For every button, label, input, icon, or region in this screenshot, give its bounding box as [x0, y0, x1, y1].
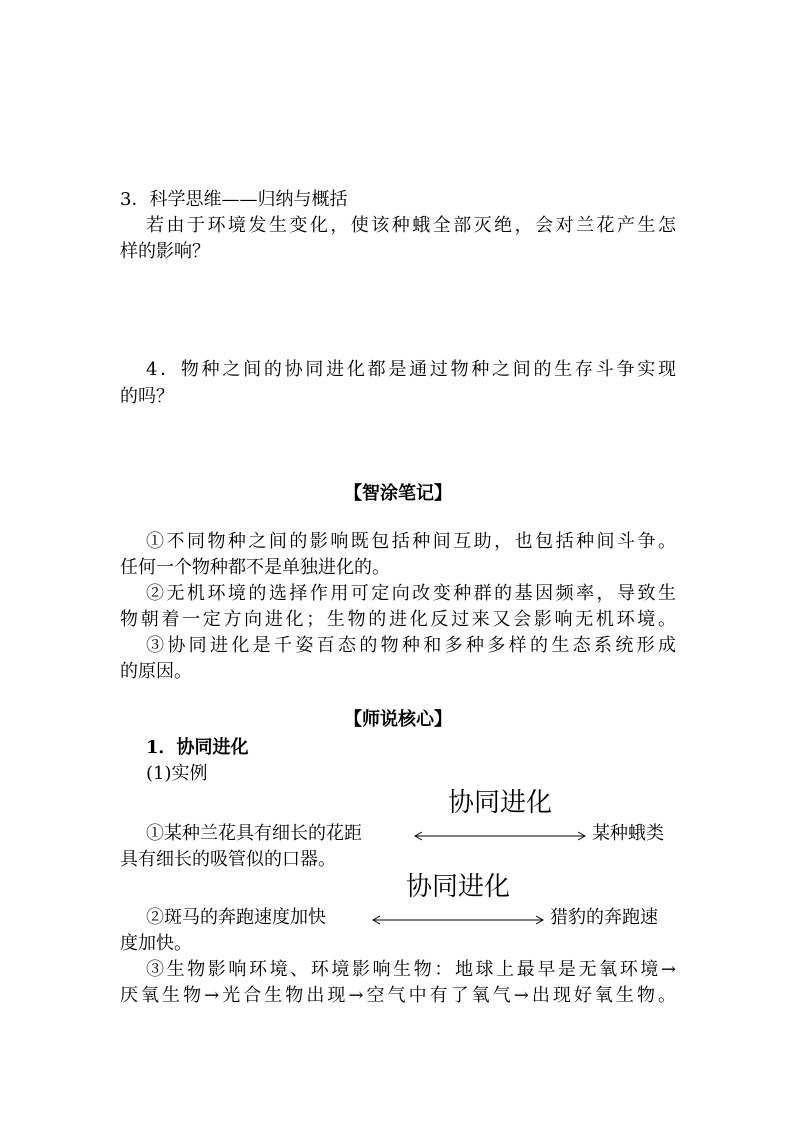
- ex3-line1: ③生物影响环境、环境影响生物：地球上最早是无氧环境→: [146, 959, 676, 980]
- ex2-line2: 度加快。: [120, 933, 192, 954]
- arrow-coevolution-2: [370, 872, 546, 932]
- ex1-left: ①某种兰花具有细长的花距: [146, 823, 362, 844]
- notes-p1-line2: 任何一个物种都不是单独进化的。: [120, 557, 390, 578]
- notes-p3-line1: ③协同进化是千姿百态的物种和多种多样的生态系统形成: [146, 635, 676, 656]
- notes-p2-line2: 物朝着一定方向进化；生物的进化反过来又会影响无机环境。: [120, 609, 676, 630]
- ex1-line2: 具有细长的吸管似的口器。: [120, 849, 336, 870]
- ex2-left: ②斑马的奔跑速度加快: [146, 907, 326, 928]
- core-heading: 【师说核心】: [344, 709, 452, 730]
- double-arrow-icon: [412, 830, 588, 842]
- arrow-coevolution-1: [412, 788, 588, 848]
- arrow-label-1: 协同进化: [447, 788, 552, 818]
- ex2-right: 猎豹的奔跑速: [550, 907, 658, 928]
- q4-text-line2: 的吗？: [120, 386, 174, 407]
- notes-p3-line2: 的原因。: [120, 661, 192, 682]
- arrow-label-2: 协同进化: [405, 872, 510, 902]
- core-sub1: (1)实例: [146, 763, 208, 784]
- q3-title: 3．科学思维——归纳与概括: [120, 189, 348, 210]
- core-section1: 1．协同进化: [146, 737, 249, 758]
- q3-text-line1: 若由于环境发生变化，使该种蛾全部灭绝，会对兰花产生怎: [146, 215, 676, 236]
- q4-text-line1: 4．物种之间的协同进化都是通过物种之间的生存斗争实现: [146, 359, 676, 380]
- notes-p2-line1: ②无机环境的选择作用可定向改变种群的基因频率，导致生: [146, 583, 676, 604]
- ex3-line2: 厌氧生物→光合生物出现→空气中有了氧气→出现好氧生物。: [120, 985, 676, 1006]
- notes-p1-line1: ①不同物种之间的影响既包括种间互助，也包括种间斗争。: [146, 531, 676, 552]
- notes-heading: 【智涂笔记】: [344, 483, 452, 504]
- ex1-right: 某种蛾类: [592, 823, 664, 844]
- double-arrow-icon: [370, 914, 546, 926]
- q3-text-line2: 样的影响？: [120, 241, 210, 262]
